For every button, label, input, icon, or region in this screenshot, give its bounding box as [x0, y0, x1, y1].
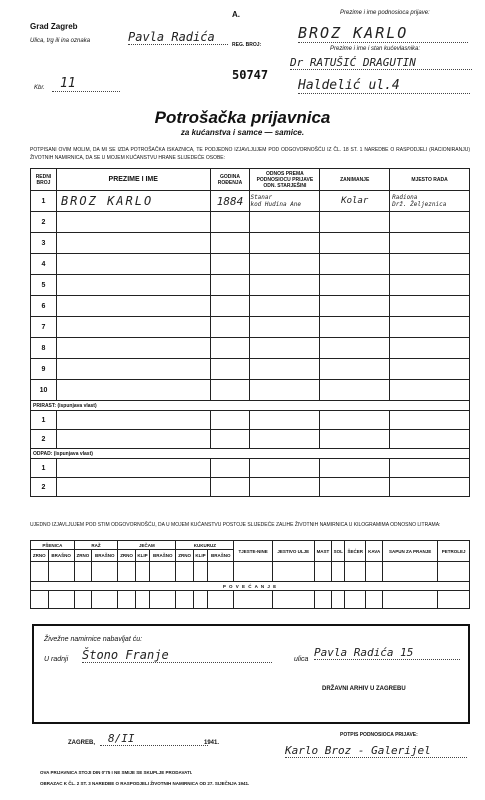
form-subtitle: za kućanstva i samce — samice. [180, 128, 305, 137]
row-relation: Stanar kod Hudina Ane [250, 191, 320, 212]
landlord-address: Haldelić ul.4 [298, 78, 470, 94]
street-value: Pavla Radića [128, 30, 228, 45]
intro-text: POTPISANI OVIM MOLIM, DA MI SE IZDA POTROŠAČKA ISKAZNICA, TE PODJEDNO IZJAVLJUJEM POD ODGOVORNOŠĆU IZ ČL. 18 ST. 1 NAREDBE O RASPODJELI (RACIONIRANJU) ŽIVOTNIH NAMIRNICA, DA SE U MOJEM KUĆANSTVU HRANE SLIJEDEĆE OSOBE: [30, 147, 470, 161]
archive-stamp: DRŽAVNI ARHIV U ZAGREBU [322, 686, 406, 692]
stock-col: ŠEĆER [345, 541, 366, 562]
footer-note-price: OVA PRIJAVNICA STOJI DIN 0'75 I NE SMIJE SE SKUPLJE PRODAVATI. [40, 770, 193, 775]
footer-year: 1941. [204, 740, 220, 746]
col-header-name: PREZIME I IME [56, 169, 210, 191]
stock-sub: BRAŠNO [208, 550, 234, 562]
stock-col: SOL [332, 541, 345, 562]
stock-col: SAPUN ZA PRANJE [383, 541, 438, 562]
col-header-no: REDNI BROJ [31, 169, 57, 191]
col-header-relation: ODNOS PREMA PODNOSIOCU PRIJAVE ODN. STARJEŠINI [250, 169, 320, 191]
stock-col: TJESTE-NINE [234, 541, 273, 562]
stock-sub: BRAŠNO [150, 550, 176, 562]
applicant-label: Prezime i ime podnosioca prijave: [340, 10, 430, 16]
kbr-value: 11 [52, 76, 120, 92]
stock-sub: ZRNO [74, 550, 92, 562]
stock-sub: BRAŠNO [92, 550, 118, 562]
stock-group: JEČAM [118, 541, 176, 550]
table-row: 10 [31, 380, 470, 401]
col-header-year: GODINA ROĐENJA [210, 169, 250, 191]
table-row: 6 [31, 296, 470, 317]
letter-a: A. [232, 10, 240, 19]
footer-date: 8/II [100, 732, 208, 746]
reg-label: REG. BROJ: [232, 42, 262, 48]
signature: Karlo Broz - Galerijel [285, 744, 467, 758]
form-title: Potrošačka prijavnica [154, 108, 331, 127]
table-row: 9 [31, 359, 470, 380]
stock-sub: ZRNO [118, 550, 136, 562]
stock-group: PŠENICA [31, 541, 75, 550]
stock-table [30, 540, 470, 609]
table-row: 5 [31, 275, 470, 296]
table-row: 2 [31, 478, 470, 497]
applicant-value: BROZ KARLO [298, 24, 468, 43]
sign-label: POTPIS PODNOSIOCA PRIJAVE: [340, 732, 418, 738]
table-row: 1 [31, 411, 470, 430]
kbr-label: Kbr. [34, 85, 45, 91]
stock-sub: BRAŠNO [48, 550, 74, 562]
table-row: 2 [31, 212, 470, 233]
supply-box [32, 624, 470, 724]
row-name: BROZ KARLO [56, 191, 210, 212]
supply-heading: Živežne namirnice nabavljat ću: [44, 636, 143, 643]
stock-group: RAŽ [74, 541, 118, 550]
table-row: 1 BROZ KARLO 1884 Stanar kod Hudina Ane Kolar Radiona Drž. Željeznica [31, 191, 470, 212]
city-label: Grad Zagreb [30, 22, 78, 31]
col-header-work: MJESTO RADA [390, 169, 470, 191]
landlord-name: Dr RATUŠIĆ DRAGUTIN [290, 56, 472, 70]
table-row: 1 [31, 459, 470, 478]
stock-col: PETROLEJ [438, 541, 470, 562]
reg-number: 50747 [232, 68, 269, 82]
row-work: Radiona Drž. Željeznica [390, 191, 470, 212]
stock-sub: KLIP [193, 550, 207, 562]
landlord-label: Prezime i ime i stan kućevlasnika: [330, 46, 421, 52]
stock-col: MAST [314, 541, 332, 562]
stock-col: KAVA [366, 541, 383, 562]
stock-intro: UJEDNO IZJAVLJUJEM POD STIM ODGOVORNOŠĆU, DA U MOJEM KUĆANSTVU POSTOJE SLIJEDEĆE ZALIHE ŽIVOTNIH NAMIRNICA U KILOGRAMIMA ODNOSNO LITRAMA: [30, 522, 441, 528]
prirast-label: PRIRAST: (ispunjava vlast) [31, 401, 470, 411]
table-row: 3 [31, 233, 470, 254]
persons-table [30, 168, 470, 497]
stock-col: JESTIVO ULJE [272, 541, 314, 562]
povecanje-label: P O V E Ć A N J E [31, 582, 470, 591]
street-label: Ulica, trg ili ina oznaka [30, 38, 91, 44]
shop-label: U radnji [44, 656, 69, 663]
street2-value: Pavla Radića 15 [314, 646, 460, 660]
footer-city: ZAGREB, [68, 740, 95, 746]
table-row: 7 [31, 317, 470, 338]
street2-label: ulica [294, 656, 309, 663]
footer-note-regulation: OBRAZAC K ČL. 2 ST. 3 NAREDBE O RASPODJELI ŽIVOTNIH NAMIRNICA OD 27. SIJEČNJA 1941. [40, 781, 250, 786]
odpad-label: ODPAD: (ispunjava vlast) [31, 449, 470, 459]
stock-sub: ZRNO [31, 550, 49, 562]
stock-group: KUKURUZ [176, 541, 234, 550]
table-row: 4 [31, 254, 470, 275]
table-row: 8 [31, 338, 470, 359]
table-row: 2 [31, 430, 470, 449]
col-header-occupation: ZANIMANJE [320, 169, 390, 191]
stock-sub: KLIP [135, 550, 149, 562]
stock-sub: ZRNO [176, 550, 194, 562]
shop-value: Štono Franje [82, 648, 272, 663]
row-year: 1884 [210, 191, 250, 212]
row-occupation: Kolar [320, 191, 390, 212]
